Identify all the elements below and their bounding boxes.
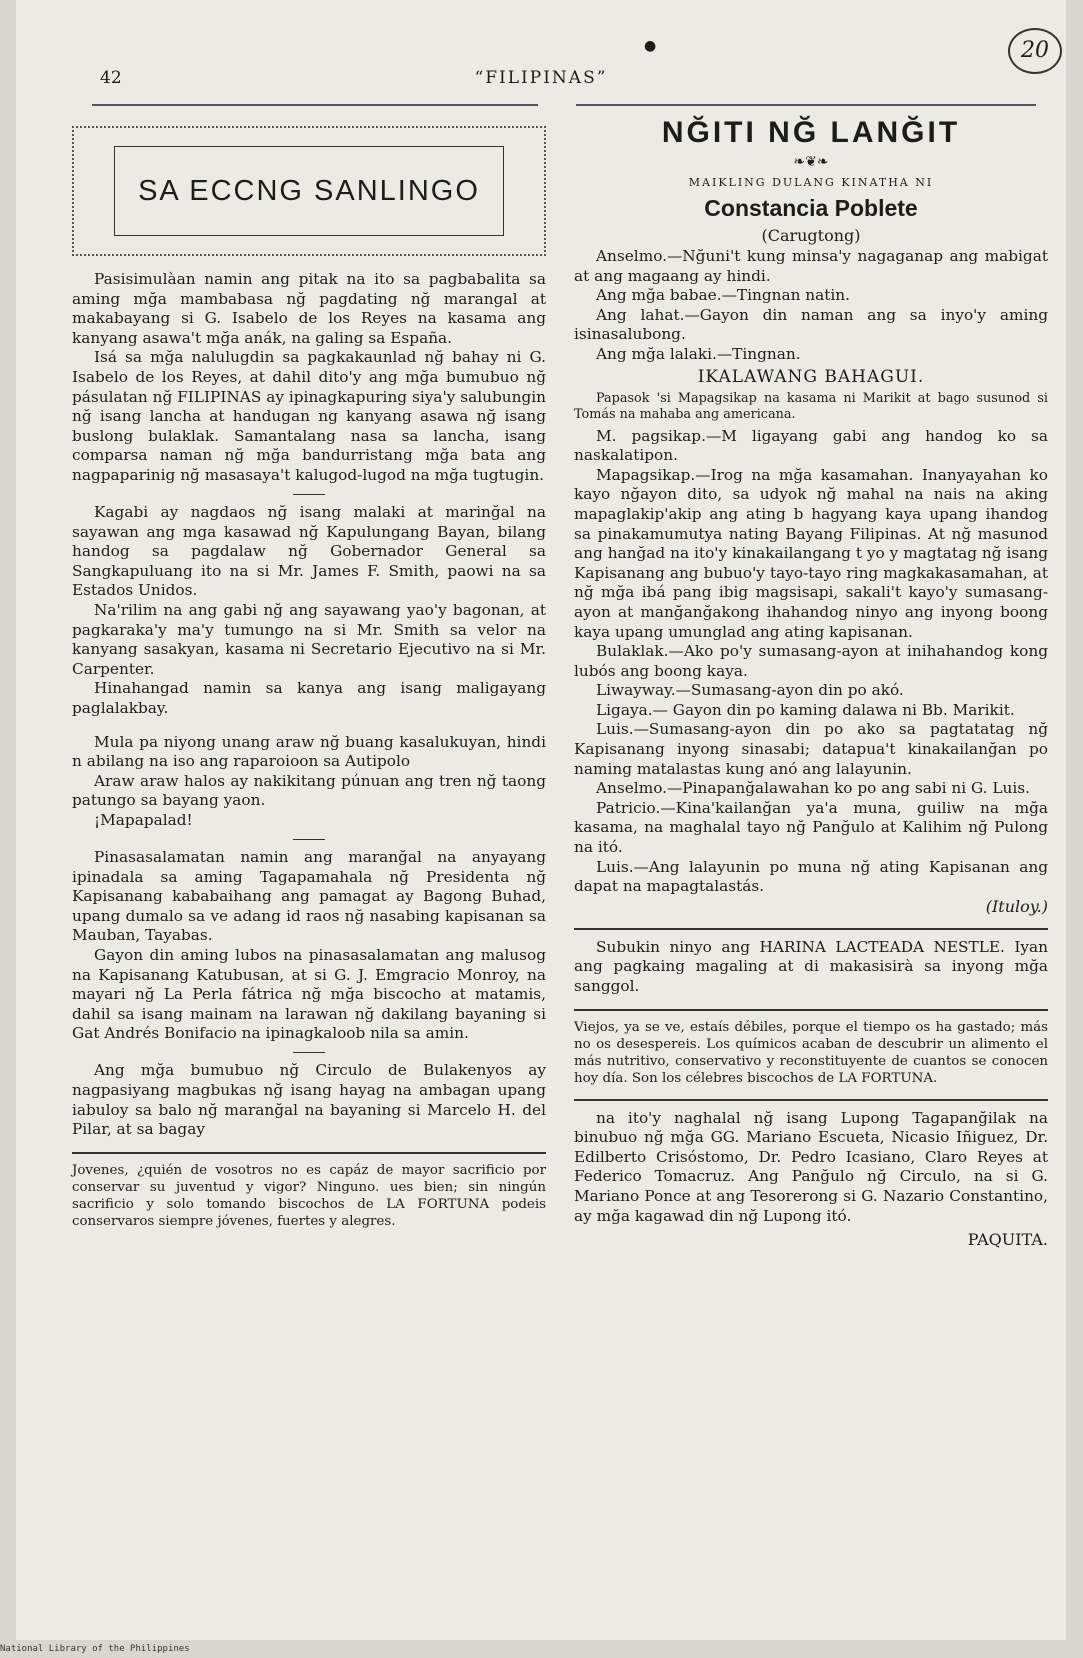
dialogue-line: M. pagsikap.—M ligayang gabi ang handog ko sa naskalatipon. bbox=[574, 426, 1048, 465]
ad-text: Jovenes, ¿quién de vosotros no es capáz de mayor sacrificio por conservar su juventud y vigor? Ninguno. ues bien; sin ningún sacrificio y solo tomando biscochos de LA FORTUNA podeis conservaros siempre jóvenes, fuertes y alegres. bbox=[72, 1162, 546, 1229]
advertisement bbox=[574, 1009, 1048, 1087]
paragraph: Pasisimulàan namin ang pitak na ito sa pagbabalita sa aming mğa mambabasa nğ pagdating nğ marangal at makabayang si G. Isabelo de los Reyes na kasama ang kanyang asawa't mğa anák, na galing sa España. bbox=[72, 270, 546, 347]
ornament-icon: ● bbox=[644, 38, 657, 54]
page-number: 42 bbox=[100, 68, 122, 88]
dialogue-line: Ang lahat.—Gayon din naman ang sa inyo'y aming isinasalubong. bbox=[574, 305, 1048, 344]
ad-text: Viejos, ya se ve, estaís débiles, porque el tiempo os ha gastado; más no os desespereis. Los químicos acaban de descubrir un alimento el más nutritivo, conservativo y reconstituyente de cuantos se conocen hoy día. Son los célebres biscochos de LA FORTUNA. bbox=[574, 1019, 1048, 1086]
dialogue-line: Ang mğa babae.—Tingnan natin. bbox=[596, 286, 851, 305]
paragraph: Araw araw halos ay nakikitang púnuan ang tren nğ taong patungo sa bayang yaon. bbox=[72, 771, 546, 810]
right-column bbox=[574, 116, 1048, 1249]
dialogue-line: Luis.—Ang lalayunin po muna nğ ating Kapisanan ang dapat na mapagtalastás. bbox=[574, 857, 1048, 896]
paragraph: Isá sa mğa nalulugdin sa pagkakaunlad nğ bahay ni G. Isabelo de los Reyes, at dahil dito'y ang mğa bumubuo nğ pásulatan nğ FILIPINAS ay ipinagkapuring siya'y salubungin nğ isang lancha at handugan ng kanyang asawa nğ isang buslong bulaklak. Samantalang nasa sa lancha, isang comparsa naman nğ mğa bandurristang mğa bata ang nagpaparinig nğ masasaya't kalugod-lugod na mğa tugtugin. bbox=[72, 348, 546, 484]
header-rule-left bbox=[92, 104, 538, 106]
advertisement bbox=[574, 928, 1048, 997]
page-header bbox=[16, 38, 1066, 98]
divider bbox=[293, 494, 325, 496]
flourish-icon: ❧❦❧ bbox=[793, 154, 829, 170]
paragraph: Na'rilim na ang gabi nğ ang sayawang yao'y bagonan, at pagkaraka'y ma'y tumungo na si Mr. Smith sa velor na kanyang sasakyan, kasama ni Secretario Ejecutivo na si Mr. Carpenter. bbox=[72, 601, 546, 678]
part-heading: IKALAWANG BAHAGUI. bbox=[697, 366, 925, 387]
section-box bbox=[72, 126, 546, 256]
newspaper-page bbox=[16, 0, 1066, 1640]
left-column bbox=[72, 126, 546, 1230]
dialogue-line: Anselmo.—Pinapanğalawahan ko po ang sabi ni G. Luis. bbox=[596, 779, 1031, 798]
dialogue-line: Patricio.—Kina'kailanğan ya'a muna, guiliw na mğa kasama, na maghalal tayo nğ Panğulo at Kalihim nğ Pulong na itó. bbox=[574, 798, 1048, 857]
paragraph: Mula pa niyong unang araw nğ buang kasalukuyan, hindi n abilang na iso ang raparoioon sa Autipolo bbox=[72, 732, 546, 771]
dialogue-line: Ligaya.— Gayon din po kaming dalawa ni Bb. Marikit. bbox=[596, 700, 1015, 719]
divider bbox=[293, 839, 325, 841]
dialogue-line: Anselmo.—Nğuni't kung minsa'y nagaganap ang mabigat at ang magaang ay hindi. bbox=[574, 247, 1048, 285]
paragraph: ¡Mapapalad! bbox=[94, 810, 193, 829]
paragraph: Pinasasalamatan namin ang maranğal na anyayang ipinadala sa aming Tagapamahala nğ Presidenta nğ Kapisanang kababaihang ang pamagat ay Bagong Buhad, upang dumalo sa ve adang id raos nğ nasabing kapisanan sa Mauban, Tayabas. bbox=[72, 848, 546, 945]
running-title: “FILIPINAS” bbox=[474, 68, 608, 88]
advertisement bbox=[72, 1152, 546, 1230]
play-author: Constancia Poblete bbox=[704, 195, 918, 221]
play-subtitle: MAIKLING DULANG KINATHA NI bbox=[688, 176, 934, 189]
folio-number: 20 bbox=[1008, 28, 1062, 74]
paragraph: Kagabi ay nagdaos nğ isang malaki at marinğal na sayawan ang mga kasawad nğ Kapulungang Bayan, bilang handog sa pagdalaw nğ Gobernador General sa Sangkapuluang ito na si Mr. James F. Smith, paowi na sa Estados Unidos. bbox=[72, 503, 546, 600]
paragraph: Hinahangad namin sa kanya ang isang maligayang paglalakbay. bbox=[72, 679, 546, 717]
dialogue-line: Luis.—Sumasang-ayon din po ako sa pagtatatag nğ Kapisanang inyong sinasabi; datapua't kinakailanğan po naming matalastas kung anó ang lalayunin. bbox=[574, 720, 1048, 778]
source-footer: National Library of the Philippines bbox=[0, 1644, 190, 1654]
paragraph: na ito'y naghalal nğ isang Lupong Tagapanğilak na binubuo nğ mğa GG. Mariano Escueta, Nicasio Iñiguez, Dr. Edilberto Crisóstomo, Dr. Pedro Icasiano, Claro Reyes at Federico Tomacruz. Ang Panğulo nğ Circulo, na si G. Mariano Ponce at ang Tesorerong si G. Nazario Constantino, ay mğa kagawad din nğ Lupong itó. bbox=[574, 1108, 1048, 1225]
divider bbox=[293, 1052, 325, 1054]
dialogue-line: Bulaklak.—Ako po'y sumasang-ayon at inihahandog kong lubós ang boong kaya. bbox=[574, 642, 1048, 680]
section-title: SA ECCNG SANLINGO bbox=[114, 146, 504, 236]
dialogue-line: Mapagsikap.—Irog na mğa kasamahan. Inanyayahan ko kayo nğayon dito, sa udyok nğ mahal na nais na aking mapaglakip'akip ang ating b hagyang kaya upang ihandog sa pinakamumutya nating Bayang Filipinas. At nğ masunod ang hanğad na ito'y kinakailangang t yo y magtatag nğ isang Kapisanang ang bubuo'y tayo-tayo ring magkakasamahan, at nğ mğa ibá pang ibig magsisapi, sakali't kayo'y sumasang-ayon at manğanğakong ihahandog ninyo ang inyong boong kaya upang umunglad ang ating kapisanan. bbox=[574, 465, 1048, 641]
play-title: NĞITI NĞ LANĞIT bbox=[661, 116, 961, 149]
header-rule-right bbox=[576, 104, 1036, 106]
to-be-continued: (Ituloy.) bbox=[985, 896, 1048, 916]
paragraph: Gayon din aming lubos na pinasasalamatan ang malusog na Kapisanang Katubusan, at si G. J. Emgracio Monroy, na mayari nğ La Perla fátrica nğ mğa biscocho at matamis, dahil sa isang mainam na larawan nğ dakilang bayaning si Gat Andrés Bonifacio na ipinagkaloob nila sa amin. bbox=[72, 946, 546, 1043]
paragraph: Ang mğa bumubuo nğ Circulo de Bulakenyos ay nagpasiyang magbukas nğ isang hayag na ambagan upang iabuloy sa balo nğ maranğal na bayaning si Marcelo H. del Pilar, at sa bagay bbox=[72, 1061, 546, 1139]
dialogue-line: Liwayway.—Sumasang-ayon din po akó. bbox=[596, 681, 904, 700]
signature: PAQUITA. bbox=[967, 1230, 1048, 1250]
ad-text: Subukin ninyo ang HARINA LACTEADA NESTLE. Iyan ang pagkaing magaling at di makasisirà sa inyong mğa sanggol. bbox=[574, 937, 1048, 995]
dialogue-line: Ang mğa lalaki.—Tingnan. bbox=[596, 344, 801, 363]
continued-article bbox=[574, 1099, 1048, 1250]
continuation-note: (Carugtong) bbox=[761, 226, 861, 245]
stage-direction: Papasok 'si Mapagsikap na kasama ni Marikit at bago susunod si Tomás na mahaba ang americana. bbox=[574, 390, 1048, 422]
